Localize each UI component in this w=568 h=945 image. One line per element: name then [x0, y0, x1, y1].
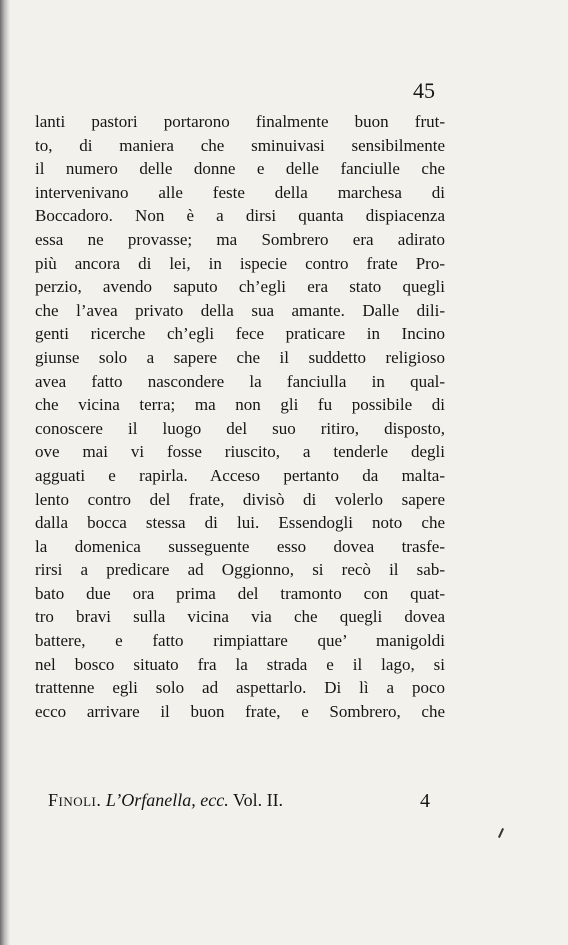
text-line: battere, e fatto rimpiattare que’ manigoldi	[35, 631, 445, 651]
footer-author: Finoli.	[48, 790, 102, 810]
page-gutter-shadow	[0, 0, 10, 945]
text-line: essa ne provasse; ma Sombrero era adirato	[35, 229, 445, 249]
text-line: trattenne egli solo ad aspettarlo. Di lì a poco	[35, 678, 445, 698]
text-line: perzio, avendo saputo ch’egli era stato quegli	[35, 277, 445, 297]
text-line: giunse solo a sapere che il suddetto religioso	[35, 347, 445, 367]
text-line: dalla bocca stessa di lui. Essendogli noto che	[35, 513, 445, 533]
text-line: lento contro del frate, divisò di volerlo sapere	[35, 489, 445, 509]
text-line: avea fatto nascondere la fanciulla in qual-	[35, 371, 445, 391]
footer-sheet-number: 4	[420, 790, 430, 812]
text-line: ove mai vi fosse riuscito, a tenderle degli	[35, 442, 445, 462]
text-line: lanti pastori portarono finalmente buon frut-	[35, 112, 445, 131]
scan-speck	[498, 828, 504, 838]
text-line: bato due ora prima del tramonto con quat-	[35, 583, 445, 603]
page-footer	[48, 790, 438, 818]
text-line: nel bosco situato fra la strada e il lago, si	[35, 654, 445, 674]
page-number: 45	[413, 78, 435, 103]
text-line: che vicina terra; ma non gli fu possibile di	[35, 395, 445, 415]
text-line: che l’avea privato della sua amante. Dalle dili-	[35, 300, 445, 320]
text-line: agguati e rapirla. Acceso pertanto da malta-	[35, 465, 445, 485]
text-line: più ancora di lei, in ispecie contro frate Pro-	[35, 253, 445, 273]
body-text	[35, 110, 445, 723]
footer-signature	[48, 790, 283, 811]
text-line: tro bravi sulla vicina via che quegli dovea	[35, 607, 445, 627]
text-line: la domenica susseguente esso dovea trasfe-	[35, 536, 445, 556]
text-line: rirsi a predicare ad Oggionno, si recò il sab-	[35, 560, 445, 580]
text-line: genti ricerche ch’egli fece praticare in Incino	[35, 324, 445, 344]
text-line: conoscere il luogo del suo ritiro, disposto,	[35, 418, 445, 438]
footer-title: L’Orfanella, ecc.	[105, 790, 229, 810]
text-line: il numero delle donne e delle fanciulle che	[35, 159, 445, 179]
text-line: ecco arrivare il buon frate, e Sombrero, che	[35, 701, 445, 721]
footer-volume: Vol. II.	[232, 790, 284, 810]
text-line: to, di maniera che sminuivasi sensibilmente	[35, 135, 445, 155]
text-line: intervenivano alle feste della marchesa di	[35, 182, 445, 202]
text-line: Boccadoro. Non è a dirsi quanta dispiacenza	[35, 206, 445, 226]
